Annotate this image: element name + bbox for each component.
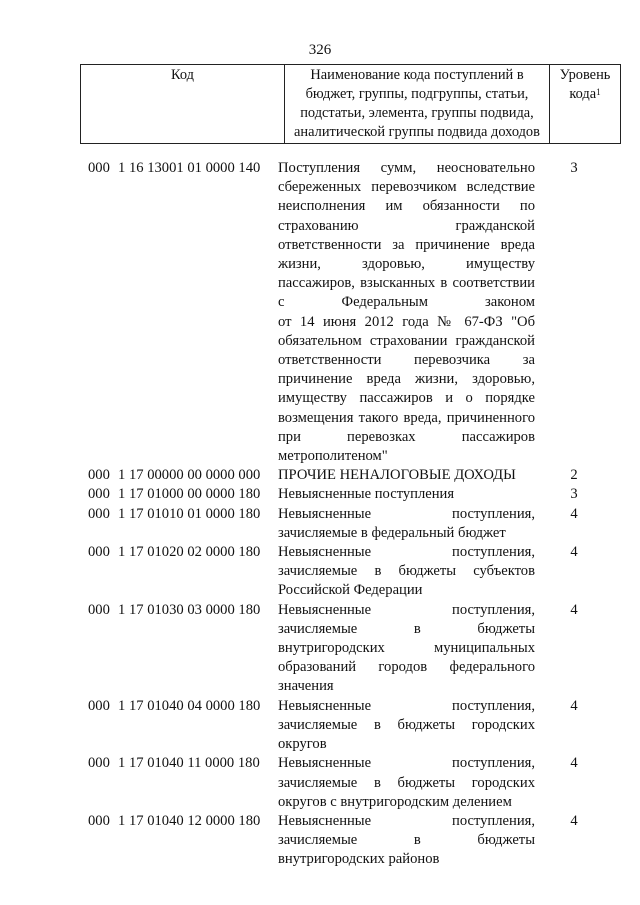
row-prefix: 000 xyxy=(88,755,110,772)
header-level xyxy=(550,65,621,144)
header-name-line: аналитической группы подвида доходов xyxy=(294,124,540,140)
page-number: 326 xyxy=(308,42,332,58)
row-name-line: неисполнения им обязанности по xyxy=(278,198,535,215)
row-level: 4 xyxy=(570,544,578,561)
header-name xyxy=(285,65,550,144)
table-row xyxy=(80,601,607,697)
row-level: 3 xyxy=(570,160,578,176)
table-row xyxy=(80,466,607,485)
row-level: 4 xyxy=(570,697,578,714)
header-level-line xyxy=(554,85,616,104)
table-row xyxy=(80,505,607,543)
row-name-line: округов xyxy=(278,736,327,753)
row-level: 4 xyxy=(570,601,578,618)
row-name-line: внутригородских районов xyxy=(278,851,440,868)
row-name-line: жизни, здоровью, имуществу xyxy=(278,256,535,273)
row-name-line: возмещения такого вреда, причиненного xyxy=(278,409,535,426)
row-name xyxy=(278,485,535,504)
footnote-marker: 1 xyxy=(596,87,601,97)
row-name-line: округов с внутригородским делением xyxy=(278,793,512,810)
row-name-line: Невыясненные поступления xyxy=(278,486,455,503)
row-name-line: метрополитеном" xyxy=(278,448,388,465)
row-name xyxy=(278,159,535,466)
row-prefix: 000 xyxy=(88,505,110,522)
row-name-line: обязательном страховании гражданской xyxy=(278,332,535,349)
header-level-text: кода xyxy=(569,86,597,102)
row-prefix: 000 xyxy=(88,601,110,618)
table-row xyxy=(80,697,607,755)
row-name-line: с Федеральным законом xyxy=(278,294,535,311)
row-name-line: Невыясненные поступления, xyxy=(278,601,535,618)
row-name-line: Невыясненные поступления, xyxy=(278,544,535,561)
row-name-line: имуществу пассажиров и о порядке xyxy=(278,390,535,407)
row-name xyxy=(278,543,535,601)
header-name-line: подстатьи, элемента, группы подвида, xyxy=(300,105,534,121)
row-prefix: 000 xyxy=(88,812,110,829)
row-name xyxy=(278,812,535,870)
row-name-line: страхованию гражданской xyxy=(278,217,535,234)
row-name xyxy=(278,754,535,812)
row-prefix: 000 xyxy=(88,467,110,484)
row-name-line: ответственности за причинение вреда xyxy=(278,236,535,253)
row-code: 1 17 01030 03 0000 180 xyxy=(118,601,261,618)
row-code: 1 17 01020 02 0000 180 xyxy=(118,544,261,561)
table-row xyxy=(80,543,607,601)
table-row xyxy=(80,159,607,466)
row-name-line: ПРОЧИЕ НЕНАЛОГОВЫЕ ДОХОДЫ xyxy=(278,467,516,484)
row-code: 1 17 01000 00 0000 180 xyxy=(118,486,261,503)
row-name-line: зачисляемые в бюджеты городских xyxy=(278,716,535,733)
row-name-line: значения xyxy=(278,678,334,695)
row-code: 1 17 01040 11 0000 180 xyxy=(118,755,260,772)
row-name-line: при перевозках пассажиров xyxy=(278,428,535,445)
row-code: 1 17 01040 04 0000 180 xyxy=(118,697,261,714)
row-name-line: зачисляемые в бюджеты xyxy=(278,832,535,849)
row-prefix: 000 xyxy=(88,544,110,561)
row-name-line: от 14 июня 2012 года № 67-ФЗ "Об xyxy=(278,313,535,330)
row-code: 1 17 01010 01 0000 180 xyxy=(118,505,261,522)
header-level-line: Уровень xyxy=(559,67,611,83)
row-level: 4 xyxy=(570,755,578,772)
header-name-line: бюджет, группы, подгруппы, статьи, xyxy=(305,86,529,102)
row-name-line: зачисляемые в бюджеты городских xyxy=(278,774,535,791)
row-name-line: Российской Федерации xyxy=(278,582,423,599)
header-code: Код xyxy=(81,65,285,144)
row-level: 2 xyxy=(570,467,578,484)
row-name-line: зачисляемые в бюджеты xyxy=(278,620,535,637)
table-row xyxy=(80,754,607,812)
row-name-line: внутригородских муниципальных xyxy=(278,640,535,657)
row-name xyxy=(278,466,535,485)
row-level: 3 xyxy=(570,486,578,503)
row-level: 4 xyxy=(570,505,578,522)
row-name-line: ответственности перевозчика за xyxy=(278,352,535,369)
row-name xyxy=(278,601,535,697)
row-name-line: сбереженных перевозчиком вследствие xyxy=(278,179,535,196)
row-level: 4 xyxy=(570,812,578,829)
row-name-line: Невыясненные поступления, xyxy=(278,505,535,522)
row-name-line: зачисляемые в федеральный бюджет xyxy=(278,524,506,541)
header-name-line: Наименование кода поступлений в xyxy=(310,67,524,83)
table-header xyxy=(80,64,621,144)
row-name-line: образований городов федерального xyxy=(278,659,535,676)
row-prefix: 000 xyxy=(88,486,110,503)
row-name-line: Невыясненные поступления, xyxy=(278,755,535,772)
table-body xyxy=(80,159,607,870)
table-row xyxy=(80,485,607,504)
row-code: 1 17 00000 00 0000 000 xyxy=(118,467,261,484)
row-code: 1 17 01040 12 0000 180 xyxy=(118,812,261,829)
row-prefix: 000 xyxy=(88,697,110,714)
row-name-line: Невыясненные поступления, xyxy=(278,697,535,714)
row-name-line: Невыясненные поступления, xyxy=(278,812,535,829)
row-name-line: Поступления сумм, неосновательно xyxy=(278,160,535,176)
table-row xyxy=(80,812,607,870)
row-name xyxy=(278,697,535,755)
row-name-line: причинение вреда жизни, здоровью, xyxy=(278,371,535,388)
row-name-line: пассажиров, взысканных в соответствии xyxy=(278,275,535,292)
row-code: 1 16 13001 01 0000 140 xyxy=(118,160,261,176)
row-prefix: 000 xyxy=(88,160,110,176)
row-name xyxy=(278,505,535,543)
row-name-line: зачисляемые в бюджеты субъектов xyxy=(278,563,535,580)
